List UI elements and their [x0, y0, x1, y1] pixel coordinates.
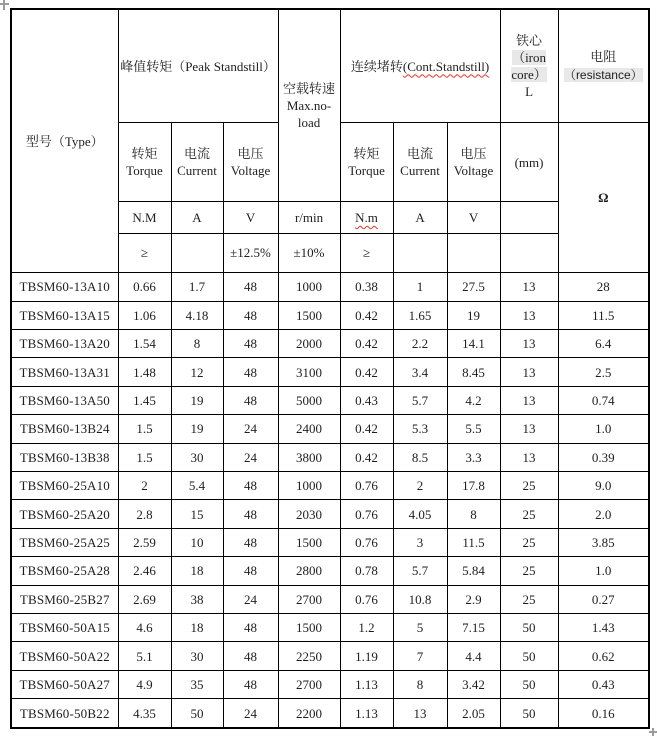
table-row [11, 329, 649, 357]
value-cell: 4.2 [447, 386, 500, 414]
value-cell: 3 [393, 528, 447, 556]
peak-voltage-label-cn: 电压 [237, 146, 264, 162]
value-cell: 3100 [278, 358, 340, 386]
value-cell: 5000 [278, 386, 340, 414]
model-cell: TBSM60-25A28 [11, 557, 118, 585]
value-cell: 13 [500, 386, 558, 414]
unit-cont-current: A [393, 202, 447, 234]
col-header-cont-torque [340, 123, 393, 202]
value-cell: 2030 [278, 500, 340, 528]
value-cell: 18 [171, 557, 223, 585]
unit-peak-torque: N.M [118, 202, 171, 234]
model-cell: TBSM60-25A25 [11, 528, 118, 556]
cont-standstill-label-cn: 连续堵转 [350, 58, 403, 74]
model-cell: TBSM60-13A10 [11, 273, 118, 301]
value-cell: 1.06 [118, 301, 171, 329]
value-cell: 1.45 [118, 386, 171, 414]
value-cell: 50 [500, 613, 558, 641]
value-cell: 25 [500, 528, 558, 556]
value-cell: 3.3 [447, 443, 500, 471]
value-cell: 27.5 [447, 273, 500, 301]
value-cell: 2.46 [118, 557, 171, 585]
resistance-label-en: （resistance） [563, 68, 643, 83]
value-cell: 48 [223, 329, 278, 357]
resistance-label-cn: 电阻 [590, 49, 617, 65]
value-cell: 0.66 [118, 273, 171, 301]
value-cell: 13 [500, 415, 558, 443]
value-cell: 24 [223, 443, 278, 471]
value-cell: 18 [171, 613, 223, 641]
unit-cont-voltage: V [447, 202, 500, 234]
table-row [11, 642, 649, 670]
value-cell: 4.05 [393, 500, 447, 528]
value-cell: 48 [223, 386, 278, 414]
model-cell: TBSM60-50A15 [11, 613, 118, 641]
value-cell: 30 [171, 642, 223, 670]
cont-torque-label-cn: 转矩 [353, 146, 380, 162]
cont-current-label-en: Current [400, 163, 440, 179]
value-cell: 13 [500, 358, 558, 386]
tol-peak-torque-geq: ≥ [118, 233, 171, 272]
value-cell: 25 [500, 557, 558, 585]
value-cell: 0.76 [340, 585, 393, 613]
model-cell: TBSM60-25A20 [11, 500, 118, 528]
value-cell: 1500 [278, 528, 340, 556]
col-group-cont-standstill [340, 9, 500, 123]
value-cell: 2700 [278, 585, 340, 613]
value-cell: 0.76 [340, 500, 393, 528]
table-row [11, 500, 649, 528]
value-cell: 4.9 [118, 670, 171, 698]
value-cell: 1.5 [118, 415, 171, 443]
col-header-core-length-unit: (mm) [500, 123, 558, 202]
value-cell: 3.4 [393, 358, 447, 386]
value-cell: 1.2 [340, 613, 393, 641]
value-cell: 48 [223, 557, 278, 585]
value-cell: 5.7 [393, 557, 447, 585]
motor-spec-table [10, 8, 650, 729]
col-group-peak-standstill: 峰值转矩（Peak Standstill） [118, 9, 278, 123]
value-cell: 1.54 [118, 329, 171, 357]
value-cell: 19 [447, 301, 500, 329]
value-cell: 0.16 [558, 699, 649, 728]
value-cell: 48 [223, 500, 278, 528]
table-move-handle-icon [0, 3, 9, 5]
value-cell: 25 [500, 471, 558, 499]
value-cell: 5.3 [393, 415, 447, 443]
value-cell: 1.5 [118, 443, 171, 471]
value-cell: 13 [500, 443, 558, 471]
value-cell: 4.18 [171, 301, 223, 329]
col-header-max-no-load: 空载转速 Max.no-load [278, 9, 340, 202]
value-cell: 35 [171, 670, 223, 698]
table-row [11, 358, 649, 386]
value-cell: 2.0 [558, 500, 649, 528]
col-header-resistance [558, 9, 649, 123]
value-cell: 50 [500, 642, 558, 670]
value-cell: 17.8 [447, 471, 500, 499]
table-resize-handle-icon [649, 731, 657, 733]
value-cell: 4.4 [447, 642, 500, 670]
model-cell: TBSM60-13A20 [11, 329, 118, 357]
value-cell: 2400 [278, 415, 340, 443]
value-cell: 24 [223, 699, 278, 728]
value-cell: 0.27 [558, 585, 649, 613]
value-cell: 0.42 [340, 443, 393, 471]
col-header-cont-current [393, 123, 447, 202]
value-cell: 0.42 [340, 301, 393, 329]
value-cell: 1.48 [118, 358, 171, 386]
unit-peak-current: A [171, 202, 223, 234]
value-cell: 5.4 [171, 471, 223, 499]
table-row [11, 699, 649, 728]
value-cell: 2.9 [447, 585, 500, 613]
cont-standstill-label-en: (Cont.Standstill) [402, 58, 490, 74]
value-cell: 5.1 [118, 642, 171, 670]
tol-speed: ±10% [278, 233, 340, 272]
value-cell: 1.65 [393, 301, 447, 329]
value-cell: 50 [500, 670, 558, 698]
model-cell: TBSM60-50A27 [11, 670, 118, 698]
tol-cont-current-empty [393, 233, 447, 272]
peak-torque-label-cn: 转矩 [131, 146, 158, 162]
value-cell: 13 [393, 699, 447, 728]
value-cell: 4.6 [118, 613, 171, 641]
value-cell: 25 [500, 585, 558, 613]
iron-core-label-en: （iron core） [511, 50, 547, 83]
value-cell: 2250 [278, 642, 340, 670]
value-cell: 50 [171, 699, 223, 728]
tol-cont-voltage-empty [447, 233, 500, 272]
value-cell: 0.62 [558, 642, 649, 670]
value-cell: 2800 [278, 557, 340, 585]
table-row [11, 557, 649, 585]
value-cell: 12 [171, 358, 223, 386]
value-cell: 48 [223, 642, 278, 670]
value-cell: 1.0 [558, 415, 649, 443]
col-header-type: 型号（Type） [11, 9, 118, 273]
col-header-peak-torque [118, 123, 171, 202]
col-header-peak-current [171, 123, 223, 202]
value-cell: 2.69 [118, 585, 171, 613]
value-cell: 2.8 [118, 500, 171, 528]
value-cell: 48 [223, 301, 278, 329]
table-row [11, 443, 649, 471]
value-cell: 2 [393, 471, 447, 499]
tol-core-empty [500, 233, 558, 272]
model-cell: TBSM60-25B27 [11, 585, 118, 613]
unit-peak-voltage: V [223, 202, 278, 234]
value-cell: 1.13 [340, 670, 393, 698]
value-cell: 13 [500, 301, 558, 329]
value-cell: 1000 [278, 471, 340, 499]
model-cell: TBSM60-13B38 [11, 443, 118, 471]
value-cell: 14.1 [447, 329, 500, 357]
value-cell: 2.2 [393, 329, 447, 357]
value-cell: 19 [171, 415, 223, 443]
value-cell: 28 [558, 273, 649, 301]
value-cell: 10.8 [393, 585, 447, 613]
iron-core-length-symbol: L [525, 84, 534, 100]
value-cell: 15 [171, 500, 223, 528]
value-cell: 0.39 [558, 443, 649, 471]
value-cell: 24 [223, 585, 278, 613]
value-cell: 5.5 [447, 415, 500, 443]
model-cell: TBSM60-13A15 [11, 301, 118, 329]
unit-cont-torque-text: N.m [355, 209, 378, 225]
value-cell: 48 [223, 273, 278, 301]
value-cell: 30 [171, 443, 223, 471]
tol-peak-voltage: ±12.5% [223, 233, 278, 272]
iron-core-label-cn: 铁心 [516, 33, 543, 49]
value-cell: 2 [118, 471, 171, 499]
unit-core-empty [500, 202, 558, 234]
value-cell: 5.7 [393, 386, 447, 414]
spec-table-body [11, 273, 649, 728]
peak-current-label-en: Current [177, 163, 217, 179]
value-cell: 13 [500, 273, 558, 301]
value-cell: 1.19 [340, 642, 393, 670]
col-header-cont-voltage [447, 123, 500, 202]
value-cell: 0.38 [340, 273, 393, 301]
value-cell: 2200 [278, 699, 340, 728]
value-cell: 6.4 [558, 329, 649, 357]
value-cell: 13 [500, 329, 558, 357]
value-cell: 0.78 [340, 557, 393, 585]
model-cell: TBSM60-13B24 [11, 415, 118, 443]
value-cell: 38 [171, 585, 223, 613]
value-cell: 7.15 [447, 613, 500, 641]
model-cell: TBSM60-13A50 [11, 386, 118, 414]
col-header-iron-core [500, 9, 558, 123]
value-cell: 8 [393, 670, 447, 698]
value-cell: 8.45 [447, 358, 500, 386]
cont-voltage-label-en: Voltage [453, 163, 494, 179]
value-cell: 9.0 [558, 471, 649, 499]
value-cell: 8 [447, 500, 500, 528]
peak-voltage-label-en: Voltage [230, 163, 271, 179]
value-cell: 2.05 [447, 699, 500, 728]
header-row-groups [11, 9, 649, 123]
value-cell: 3.85 [558, 528, 649, 556]
value-cell: 3.42 [447, 670, 500, 698]
value-cell: 2.59 [118, 528, 171, 556]
value-cell: 0.42 [340, 329, 393, 357]
value-cell: 0.76 [340, 528, 393, 556]
value-cell: 1.7 [171, 273, 223, 301]
table-row [11, 670, 649, 698]
value-cell: 1 [393, 273, 447, 301]
tol-peak-current-empty [171, 233, 223, 272]
cont-current-label-cn: 电流 [407, 146, 434, 162]
value-cell: 5.84 [447, 557, 500, 585]
value-cell: 11.5 [447, 528, 500, 556]
unit-speed: r/min [278, 202, 340, 234]
value-cell: 1500 [278, 613, 340, 641]
model-cell: TBSM60-50A22 [11, 642, 118, 670]
table-row [11, 386, 649, 414]
value-cell: 0.42 [340, 358, 393, 386]
value-cell: 0.76 [340, 471, 393, 499]
resistance-label-en-wrap [559, 66, 649, 84]
value-cell: 0.43 [340, 386, 393, 414]
value-cell: 1.43 [558, 613, 649, 641]
table-row [11, 471, 649, 499]
col-header-ohm-unit: Ω [558, 123, 649, 273]
value-cell: 50 [500, 699, 558, 728]
table-row [11, 415, 649, 443]
value-cell: 2000 [278, 329, 340, 357]
value-cell: 1000 [278, 273, 340, 301]
unit-cont-torque [340, 202, 393, 234]
value-cell: 0.42 [340, 415, 393, 443]
value-cell: 25 [500, 500, 558, 528]
col-header-peak-voltage [223, 123, 278, 202]
value-cell: 24 [223, 415, 278, 443]
value-cell: 3800 [278, 443, 340, 471]
cont-torque-label-en: Torque [348, 163, 385, 179]
value-cell: 5 [393, 613, 447, 641]
cont-voltage-label-cn: 电压 [460, 146, 487, 162]
value-cell: 7 [393, 642, 447, 670]
table-row [11, 528, 649, 556]
value-cell: 1.13 [340, 699, 393, 728]
value-cell: 48 [223, 358, 278, 386]
tol-cont-torque-geq: ≥ [340, 233, 393, 272]
model-cell: TBSM60-25A10 [11, 471, 118, 499]
value-cell: 2.5 [558, 358, 649, 386]
table-row [11, 613, 649, 641]
table-row [11, 273, 649, 301]
value-cell: 48 [223, 670, 278, 698]
model-cell: TBSM60-50B22 [11, 699, 118, 728]
value-cell: 19 [171, 386, 223, 414]
value-cell: 1.0 [558, 557, 649, 585]
value-cell: 11.5 [558, 301, 649, 329]
peak-torque-label-en: Torque [126, 163, 163, 179]
model-cell: TBSM60-13A31 [11, 358, 118, 386]
value-cell: 48 [223, 528, 278, 556]
value-cell: 8 [171, 329, 223, 357]
peak-current-label-cn: 电流 [183, 146, 210, 162]
table-move-handle-icon [3, 0, 5, 10]
value-cell: 48 [223, 613, 278, 641]
value-cell: 8.5 [393, 443, 447, 471]
value-cell: 10 [171, 528, 223, 556]
value-cell: 1500 [278, 301, 340, 329]
value-cell: 0.43 [558, 670, 649, 698]
value-cell: 2700 [278, 670, 340, 698]
value-cell: 4.35 [118, 699, 171, 728]
value-cell: 48 [223, 471, 278, 499]
table-row [11, 301, 649, 329]
value-cell: 0.74 [558, 386, 649, 414]
table-row [11, 585, 649, 613]
